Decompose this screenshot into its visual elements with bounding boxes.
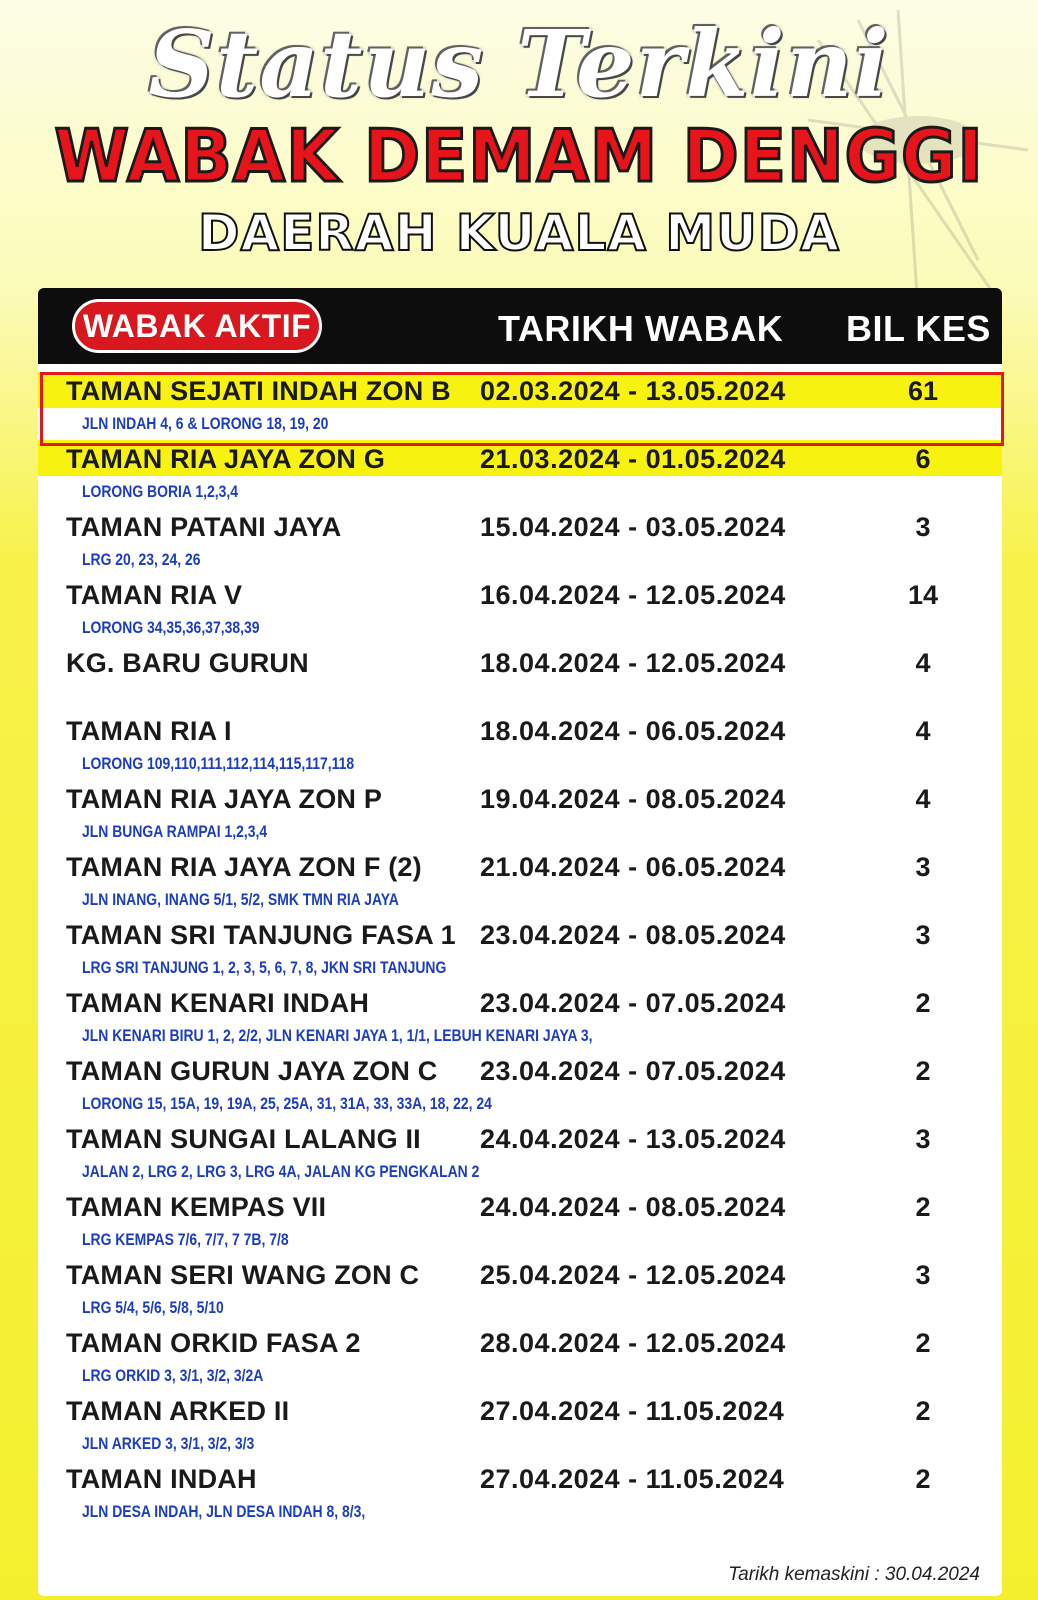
table-row [38, 644, 1002, 712]
outbreak-date-range: 18.04.2024 - 12.05.2024 [480, 648, 786, 678]
table-row [38, 1460, 1002, 1528]
outbreak-date-range: 25.04.2024 - 12.05.2024 [480, 1260, 786, 1290]
table-row [38, 848, 1002, 916]
area-name: TAMAN SRI TANJUNG FASA 1 [66, 920, 456, 950]
area-name: TAMAN ARKED II [66, 1396, 290, 1426]
area-name: TAMAN RIA I [66, 716, 232, 746]
area-streets: JLN DESA INDAH, JLN DESA INDAH 8, 8/3, [82, 1502, 366, 1521]
title-main: WABAK DEMAM DENGGI [54, 114, 984, 198]
case-count: 2 [915, 988, 931, 1018]
area-streets: JLN ARKED 3, 3/1, 3/2, 3/3 [82, 1434, 255, 1453]
table-header [38, 288, 1002, 364]
outbreak-date-range: 15.04.2024 - 03.05.2024 [480, 512, 786, 542]
outbreak-date-range: 21.03.2024 - 01.05.2024 [480, 444, 786, 474]
area-name: TAMAN KENARI INDAH [66, 988, 370, 1018]
table-row [38, 576, 1002, 644]
area-name: TAMAN GURUN JAYA ZON C [66, 1056, 438, 1086]
case-count: 2 [915, 1464, 931, 1494]
table-row [38, 1188, 1002, 1256]
case-count: 14 [907, 580, 939, 610]
case-count: 4 [915, 784, 931, 814]
area-name: TAMAN RIA JAYA ZON P [66, 784, 383, 814]
outbreak-date-range: 27.04.2024 - 11.05.2024 [480, 1396, 785, 1426]
outbreak-date-range: 27.04.2024 - 11.05.2024 [480, 1464, 785, 1494]
table-row [38, 1120, 1002, 1188]
outbreak-date-range: 24.04.2024 - 08.05.2024 [480, 1192, 786, 1222]
area-name: TAMAN ORKID FASA 2 [66, 1328, 361, 1358]
case-count: 61 [907, 376, 939, 406]
outbreak-date-range: 23.04.2024 - 07.05.2024 [480, 988, 786, 1018]
title-script: Status Terkini [148, 10, 890, 118]
case-count: 2 [915, 1328, 931, 1358]
area-name: TAMAN RIA JAYA ZON F (2) [66, 852, 422, 882]
title-sub: DAERAH KUALA MUDA [198, 204, 840, 262]
poster-header [0, 0, 1038, 280]
column-header-count: BIL KES [846, 308, 991, 349]
area-streets: LRG SRI TANJUNG 1, 2, 3, 5, 6, 7, 8, JKN SRI TANJUNG [82, 958, 447, 977]
area-streets: LRG ORKID 3, 3/1, 3/2, 3/2A [82, 1366, 264, 1385]
area-name: TAMAN RIA V [66, 580, 243, 610]
case-count: 2 [915, 1056, 931, 1086]
case-count: 2 [915, 1396, 931, 1426]
table-row [38, 1324, 1002, 1392]
last-updated: Tarikh kemaskini : 30.04.2024 [728, 1564, 980, 1585]
case-count: 2 [915, 1192, 931, 1222]
outbreak-date-range: 21.04.2024 - 06.05.2024 [480, 852, 786, 882]
area-streets: JLN KENARI BIRU 1, 2, 2/2, JLN KENARI JAYA 1, 1/1, LEBUH KENARI JAYA 3, [82, 1026, 593, 1045]
area-streets: JALAN 2, LRG 2, LRG 3, LRG 4A, JALAN KG PENGKALAN 2 [82, 1162, 480, 1181]
table-row [38, 508, 1002, 576]
area-streets: LORONG 34,35,36,37,38,39 [82, 618, 260, 637]
case-count: 3 [915, 1260, 931, 1290]
area-name: TAMAN SUNGAI LALANG II [66, 1124, 421, 1154]
case-count: 4 [915, 648, 931, 678]
case-count: 3 [915, 920, 931, 950]
table-row [38, 1392, 1002, 1460]
outbreak-date-range: 28.04.2024 - 12.05.2024 [480, 1328, 786, 1358]
area-name: TAMAN INDAH [66, 1464, 257, 1494]
area-streets: JLN INANG, INANG 5/1, 5/2, SMK TMN RIA JAYA [82, 890, 399, 909]
area-name: KG. BARU GURUN [66, 648, 309, 678]
area-streets: JLN BUNGA RAMPAI 1,2,3,4 [82, 822, 268, 841]
area-name: TAMAN KEMPAS VII [66, 1192, 327, 1222]
table-row [38, 1256, 1002, 1324]
area-streets: JLN INDAH 4, 6 & LORONG 18, 19, 20 [82, 414, 329, 433]
outbreak-date-range: 24.04.2024 - 13.05.2024 [480, 1124, 786, 1154]
area-streets: LORONG 109,110,111,112,114,115,117,118 [82, 754, 355, 773]
outbreak-date-range: 19.04.2024 - 08.05.2024 [480, 784, 786, 814]
area-name: TAMAN RIA JAYA ZON G [66, 444, 386, 474]
outbreak-date-range: 23.04.2024 - 07.05.2024 [480, 1056, 786, 1086]
case-count: 4 [915, 716, 931, 746]
outbreak-table [38, 288, 1002, 1596]
column-header-date: TARIKH WABAK [498, 308, 784, 349]
table-body [38, 372, 1002, 1528]
column-header-area: WABAK AKTIF [72, 299, 322, 353]
outbreak-date-range: 23.04.2024 - 08.05.2024 [480, 920, 786, 950]
area-streets: LORONG 15, 15A, 19, 19A, 25, 25A, 31, 31A, 33, 33A, 18, 22, 24 [82, 1094, 492, 1113]
case-count: 3 [915, 512, 931, 542]
area-name: TAMAN SEJATI INDAH ZON B [66, 376, 451, 406]
table-row [38, 1052, 1002, 1120]
table-row [38, 712, 1002, 780]
case-count: 3 [915, 852, 931, 882]
area-streets: LRG KEMPAS 7/6, 7/7, 7 7B, 7/8 [82, 1230, 289, 1249]
outbreak-date-range: 16.04.2024 - 12.05.2024 [480, 580, 786, 610]
area-streets: LORONG BORIA 1,2,3,4 [82, 482, 238, 501]
table-row [38, 916, 1002, 984]
area-name: TAMAN PATANI JAYA [66, 512, 342, 542]
area-streets: LRG 20, 23, 24, 26 [82, 550, 201, 569]
table-row [38, 440, 1002, 508]
outbreak-date-range: 18.04.2024 - 06.05.2024 [480, 716, 786, 746]
area-name: TAMAN SERI WANG ZON C [66, 1260, 420, 1290]
case-count: 6 [915, 444, 931, 474]
table-row [38, 372, 1002, 440]
case-count: 3 [915, 1124, 931, 1154]
outbreak-date-range: 02.03.2024 - 13.05.2024 [480, 376, 786, 406]
area-streets: LRG 5/4, 5/6, 5/8, 5/10 [82, 1298, 224, 1317]
table-row [38, 780, 1002, 848]
table-row [38, 984, 1002, 1052]
